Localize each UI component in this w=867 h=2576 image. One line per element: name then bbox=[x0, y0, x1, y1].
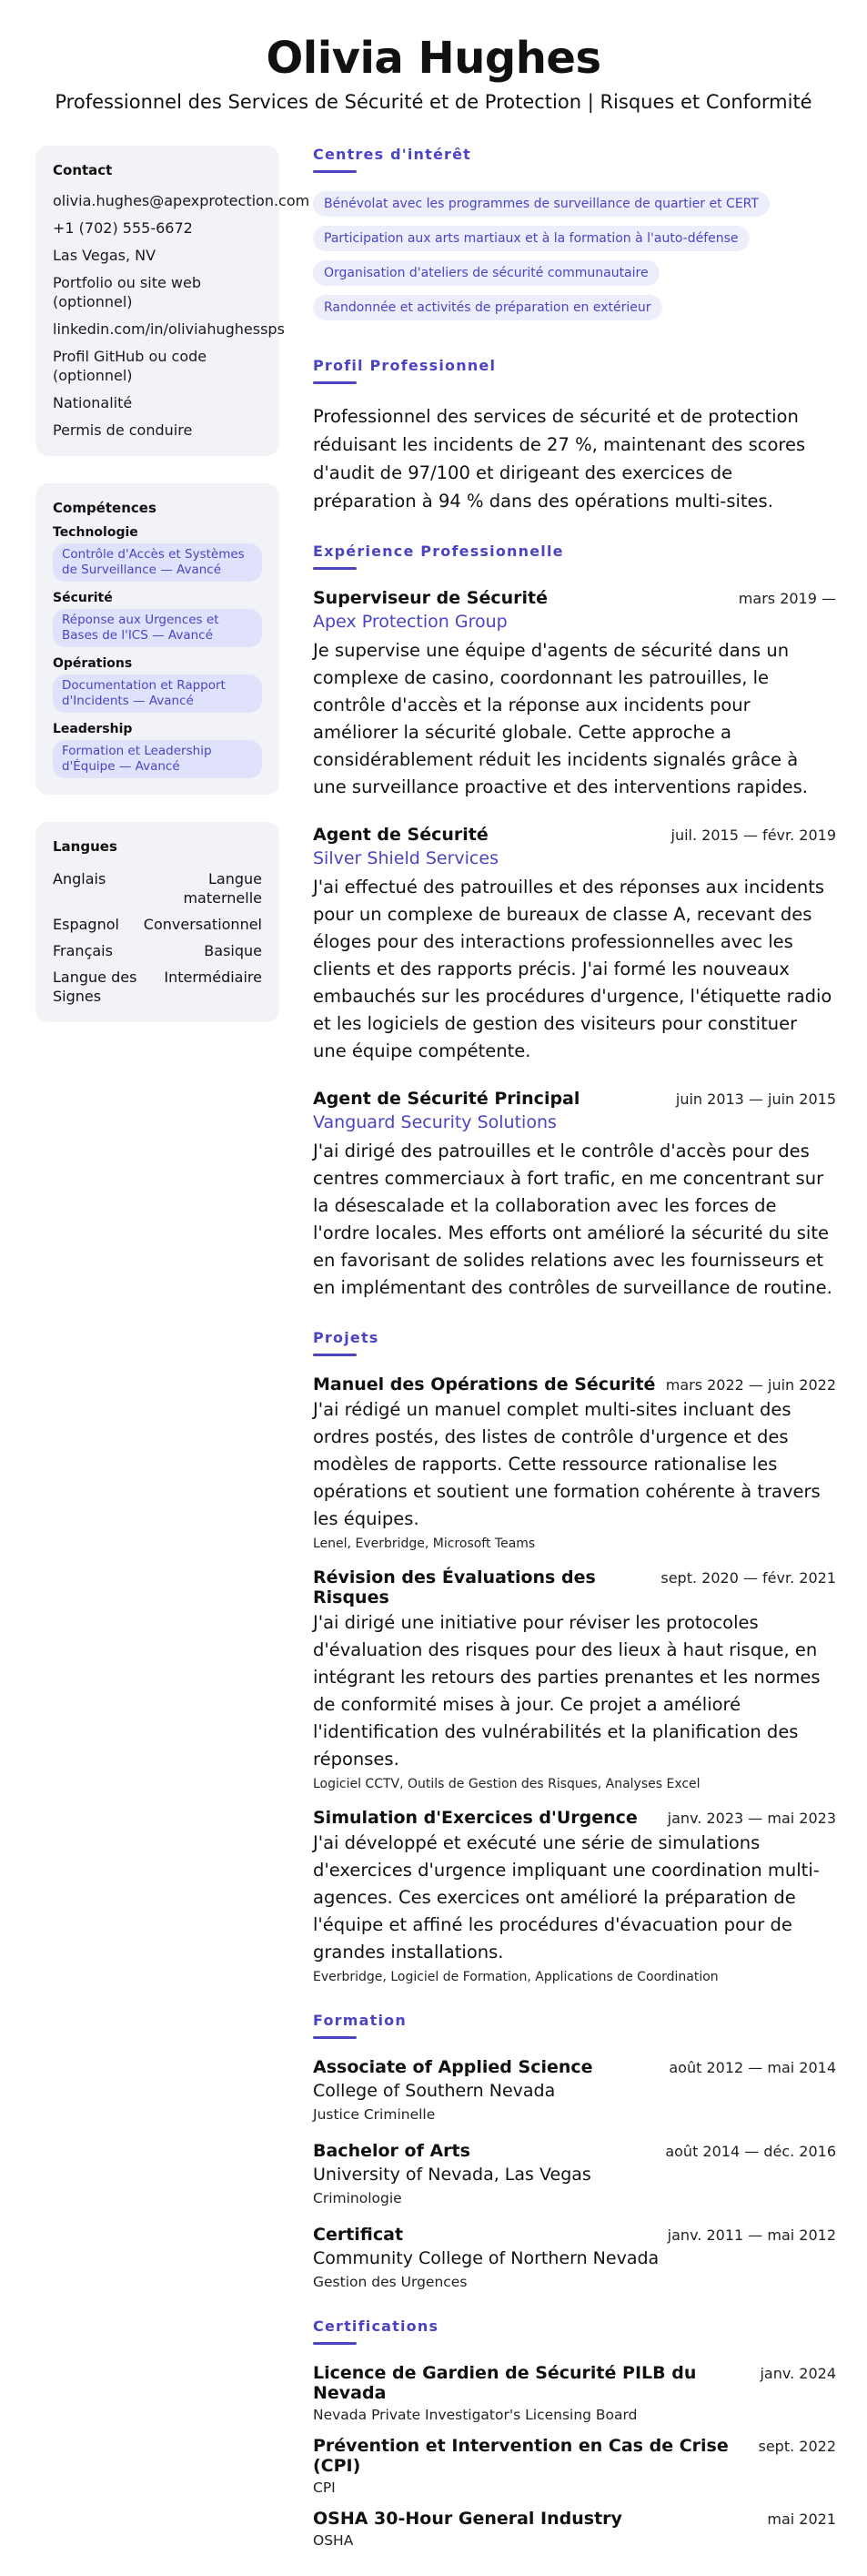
project-description: J'ai dirigé une initiative pour réviser les protocoles d'évaluation des risques pour des lieux à haut risque, en intégrant les retours des parties prenantes et les normes de conformité mises à jour. Ce projet a amélioré l'identification des vulnérabilités et la planification des réponses. bbox=[313, 1612, 821, 1770]
resume-header bbox=[0, 0, 867, 113]
contact-card bbox=[35, 146, 310, 456]
project-dates: janv. 2023 — mai 2023 bbox=[667, 1810, 836, 1827]
certification-issuer: OSHA bbox=[313, 2532, 354, 2549]
certification-entry bbox=[313, 2509, 836, 2549]
skill-group bbox=[53, 722, 262, 778]
skill-group bbox=[53, 656, 262, 713]
certification-name: Licence de Gardien de Sécurité PILB du Nevada bbox=[313, 2363, 697, 2403]
study-field: Criminologie bbox=[313, 2190, 402, 2206]
certification-name: Prévention et Intervention en Cas de Crise (CPI) bbox=[313, 2436, 729, 2476]
section-title: Expérience Professionnelle bbox=[313, 543, 564, 560]
languages-title: Langues bbox=[53, 838, 117, 855]
language-level: Intermédiaire bbox=[164, 969, 262, 986]
employer-name: Apex Protection Group bbox=[313, 612, 508, 632]
education-entry bbox=[313, 2225, 836, 2290]
interests-list bbox=[313, 191, 836, 330]
language-name: Anglais bbox=[53, 870, 106, 887]
project-entry bbox=[313, 1567, 836, 1791]
profile-section bbox=[313, 357, 836, 515]
language-row bbox=[53, 941, 262, 960]
candidate-name: Olivia Hughes bbox=[266, 33, 601, 84]
profile-summary: Professionnel des services de sécurité et de protection réduisant les incidents de 27 %, maintenant des scores d'audit de 97/100 et dirigeant des exercices de préparation à 94 % dans des opérations multi-sites. bbox=[313, 406, 806, 512]
skill-group-title: Sécurité bbox=[53, 591, 113, 605]
section-divider bbox=[313, 2036, 357, 2039]
skill-group-title: Opérations bbox=[53, 656, 133, 671]
certification-date: janv. 2024 bbox=[760, 2365, 836, 2382]
job-description: Je supervise une équipe d'agents de sécurité dans un complexe de casino, coordonnant les patrouilles, le contrôle d'accès et la réponse aux incidents pour améliorer la sécurité globale. Cette approche a considérablement réduit les incidents signalés grâce à une surveillance proactive et des interventions rapides. bbox=[313, 640, 808, 797]
school-name: University of Nevada, Las Vegas bbox=[313, 2165, 591, 2185]
project-tools: Everbridge, Logiciel de Formation, Applications de Coordination bbox=[313, 1970, 719, 1984]
skill-badge: Documentation et Rapport d'Incidents — Avancé bbox=[53, 674, 262, 713]
study-field: Gestion des Urgences bbox=[313, 2274, 468, 2290]
project-entry bbox=[313, 1374, 836, 1551]
language-level: Basique bbox=[204, 942, 262, 959]
language-row bbox=[53, 915, 262, 934]
job-title: Agent de Sécurité Principal bbox=[313, 1089, 580, 1109]
language-row bbox=[53, 968, 262, 1006]
certification-date: sept. 2022 bbox=[758, 2438, 836, 2455]
contact-linkedin[interactable]: linkedin.com/in/oliviahughessps bbox=[53, 320, 285, 338]
language-row bbox=[53, 869, 262, 908]
job-description: J'ai dirigé des patrouilles et le contrôle d'accès pour des centres commerciaux à fort trafic, en me concentrant sur la désescalade et la collaboration avec les forces de l'ordre locales. Mes efforts ont amélioré la sécurité du site en favorisant de solides relations avec les fournisseurs et en implémentant des contrôles de surveillance de routine. bbox=[313, 1141, 832, 1298]
interest-tag: Bénévolat avec les programmes de surveillance de quartier et CERT bbox=[313, 191, 770, 217]
project-tools: Logiciel CCTV, Outils de Gestion des Risques, Analyses Excel bbox=[313, 1777, 701, 1791]
education-section bbox=[313, 2012, 836, 2290]
interest-tag: Randonnée et activités de préparation en extérieur bbox=[313, 295, 662, 320]
language-level: Conversationnel bbox=[143, 916, 262, 933]
skills-title: Compétences bbox=[53, 500, 156, 516]
contact-email[interactable]: olivia.hughes@apexprotection.com bbox=[53, 192, 310, 209]
education-dates: août 2012 — mai 2014 bbox=[669, 2059, 836, 2076]
job-dates: mars 2019 — bbox=[738, 590, 836, 607]
degree-title: Bachelor of Arts bbox=[313, 2141, 470, 2161]
contact-github[interactable]: Profil GitHub ou code (optionnel) bbox=[53, 348, 207, 384]
contact-title: Contact bbox=[53, 162, 113, 178]
language-level: Langue maternelle bbox=[183, 870, 262, 907]
section-divider bbox=[313, 170, 357, 173]
education-dates: janv. 2011 — mai 2012 bbox=[667, 2226, 836, 2244]
skill-badge: Formation et Leadership d'Équipe — Avancé bbox=[53, 740, 262, 778]
project-dates: sept. 2020 — févr. 2021 bbox=[660, 1569, 836, 1587]
project-dates: mars 2022 — juin 2022 bbox=[665, 1376, 836, 1394]
project-description: J'ai rédigé un manuel complet multi-sites incluant des ordres postés, des listes de contrôle d'urgence et des modèles de rapports. Cette ressource rationalise les opérations et soutient une formation cohérente à travers les équipes. bbox=[313, 1399, 821, 1529]
project-tools: Lenel, Everbridge, Microsoft Teams bbox=[313, 1536, 536, 1551]
skill-group-title: Leadership bbox=[53, 722, 133, 736]
certifications-section bbox=[313, 2317, 836, 2549]
school-name: Community College of Northern Nevada bbox=[313, 2248, 660, 2268]
experience-entry bbox=[313, 1089, 836, 1302]
project-title: Révision des Évaluations des Risques bbox=[313, 1567, 596, 1607]
sidebar bbox=[35, 146, 310, 1050]
project-title: Manuel des Opérations de Sécurité bbox=[313, 1374, 656, 1394]
section-title: Projets bbox=[313, 1329, 379, 1346]
main-column bbox=[313, 146, 836, 2576]
experience-entry bbox=[313, 588, 836, 801]
contact-driving-licence: Permis de conduire bbox=[53, 421, 193, 439]
interests-section bbox=[313, 146, 836, 330]
employer-name: Vanguard Security Solutions bbox=[313, 1112, 557, 1132]
certification-date: mai 2021 bbox=[767, 2510, 836, 2528]
certification-entry bbox=[313, 2436, 836, 2496]
project-entry bbox=[313, 1808, 836, 1984]
degree-title: Associate of Applied Science bbox=[313, 2057, 593, 2077]
interest-tag: Organisation d'ateliers de sécurité communautaire bbox=[313, 260, 660, 286]
project-description: J'ai développé et exécuté une série de simulations d'exercices d'urgence impliquant une coordination multi-agences. Ces exercices ont amélioré la préparation de l'équipe et affiné les procédures d'évacuation pour de grandes installations. bbox=[313, 1832, 820, 1962]
skill-group-title: Technologie bbox=[53, 525, 138, 540]
education-entry bbox=[313, 2141, 836, 2206]
candidate-headline: Professionnel des Services de Sécurité et de Protection | Risques et Conformité bbox=[55, 91, 812, 113]
interest-tag: Participation aux arts martiaux et à la formation à l'auto-défense bbox=[313, 226, 750, 251]
study-field: Justice Criminelle bbox=[313, 2106, 436, 2123]
contact-nationality: Nationalité bbox=[53, 394, 133, 411]
education-dates: août 2014 — déc. 2016 bbox=[665, 2143, 836, 2160]
section-title: Centres d'intérêt bbox=[313, 146, 471, 163]
contact-phone[interactable]: +1 (702) 555-6672 bbox=[53, 219, 193, 237]
language-name: Langue des Signes bbox=[53, 969, 137, 1005]
skill-badge: Réponse aux Urgences et Bases de l'ICS — Avancé bbox=[53, 609, 262, 647]
skill-group bbox=[53, 525, 262, 582]
job-dates: juin 2013 — juin 2015 bbox=[675, 1090, 836, 1108]
job-title: Superviseur de Sécurité bbox=[313, 588, 548, 608]
project-title: Simulation d'Exercices d'Urgence bbox=[313, 1808, 638, 1828]
certification-issuer: CPI bbox=[313, 2480, 336, 2496]
section-divider bbox=[313, 381, 357, 384]
skill-group bbox=[53, 591, 262, 647]
employer-name: Silver Shield Services bbox=[313, 848, 499, 868]
education-entry bbox=[313, 2057, 836, 2123]
certification-issuer: Nevada Private Investigator's Licensing Board bbox=[313, 2407, 638, 2423]
job-title: Agent de Sécurité bbox=[313, 825, 489, 845]
contact-portfolio[interactable]: Portfolio ou site web (optionnel) bbox=[53, 274, 201, 310]
section-title: Formation bbox=[313, 2012, 407, 2029]
language-name: Français bbox=[53, 942, 113, 959]
school-name: College of Southern Nevada bbox=[313, 2081, 556, 2101]
section-divider bbox=[313, 1354, 357, 1356]
section-divider bbox=[313, 2342, 357, 2345]
languages-card bbox=[35, 822, 279, 1022]
degree-title: Certificat bbox=[313, 2225, 404, 2245]
job-dates: juil. 2015 — févr. 2019 bbox=[670, 827, 836, 844]
certification-name: OSHA 30-Hour General Industry bbox=[313, 2509, 622, 2529]
skills-card bbox=[35, 483, 279, 795]
projects-section bbox=[313, 1329, 836, 1984]
language-name: Espagnol bbox=[53, 916, 119, 933]
certification-entry bbox=[313, 2363, 836, 2423]
section-title: Certifications bbox=[313, 2317, 439, 2335]
contact-location: Las Vegas, NV bbox=[53, 247, 156, 264]
skill-badge: Contrôle d'Accès et Systèmes de Surveillance — Avancé bbox=[53, 543, 262, 582]
job-description: J'ai effectué des patrouilles et des réponses aux incidents pour un complexe de bureaux de classe A, recevant des éloges pour des interactions professionnelles avec les clients et des rapports précis. J'ai formé les nouveaux embauchés sur les procédures d'urgence, l'étiquette radio et les logiciels de gestion des visiteurs pour constituer une équipe compétente. bbox=[313, 877, 832, 1061]
experience-section bbox=[313, 543, 836, 1302]
experience-entry bbox=[313, 825, 836, 1065]
section-divider bbox=[313, 567, 357, 570]
section-title: Profil Professionnel bbox=[313, 357, 497, 374]
